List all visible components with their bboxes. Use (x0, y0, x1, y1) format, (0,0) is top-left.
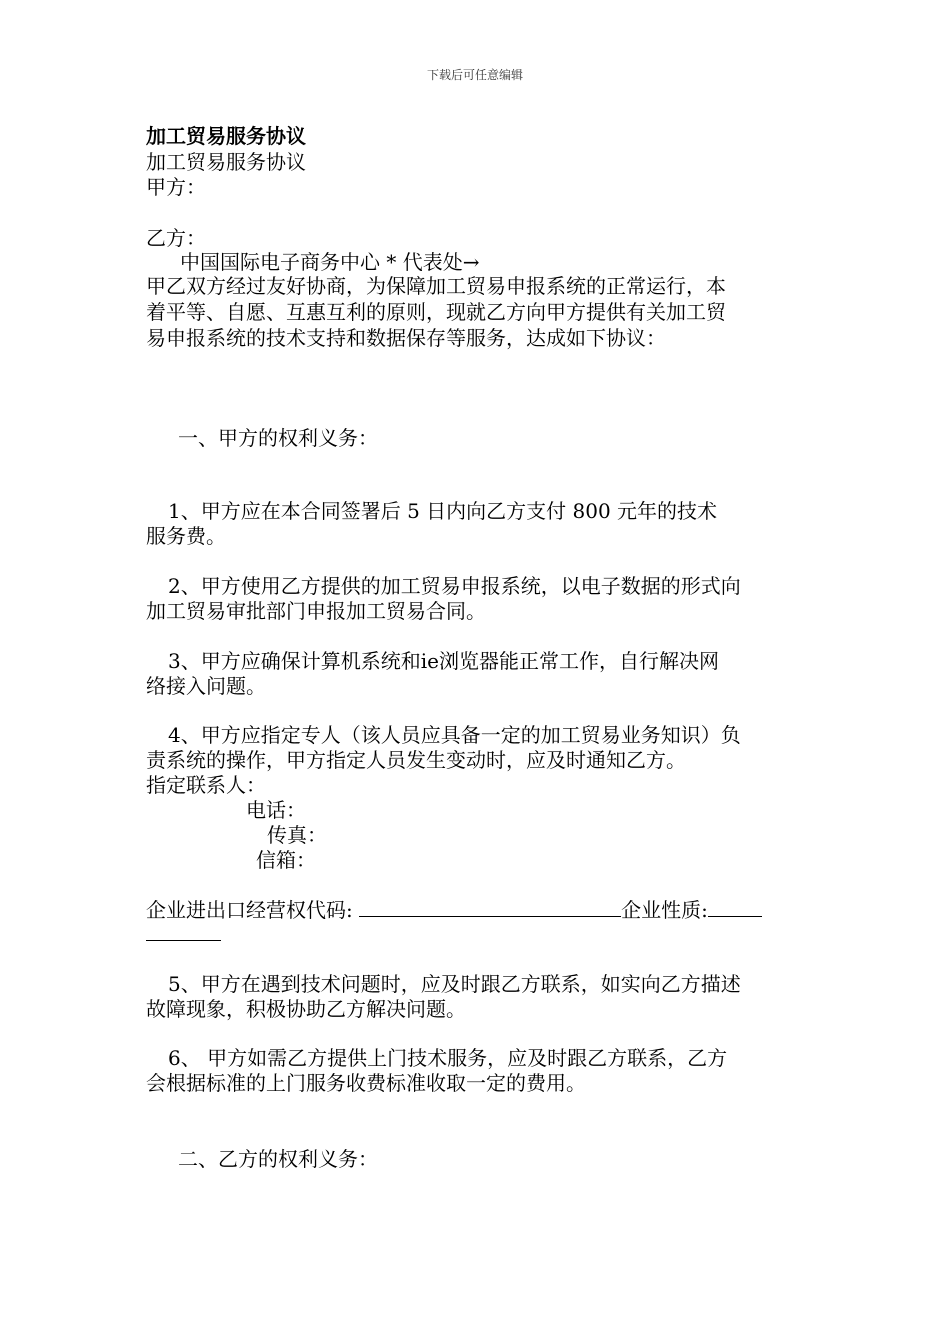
clause-2-line: 2、甲方使用乙方提供的加工贸易申报系统，以电子数据的形式向 (168, 574, 741, 598)
nature-blank-continuation (146, 940, 221, 941)
nature-label: 企业性质: (621, 898, 708, 922)
clause-3-line: 络接入问题。 (146, 674, 266, 698)
intro-line: 甲乙双方经过友好协商，为保障加工贸易申报系统的正常运行，本 (146, 274, 726, 298)
nature-blank-line (708, 898, 762, 917)
clause-6-line: 6、 甲方如需乙方提供上门技术服务，应及时跟乙方联系，乙方 (168, 1046, 728, 1070)
clause-2-line: 加工贸易审批部门申报加工贸易合同。 (146, 599, 486, 623)
code-label: 企业进出口经营权代码: (146, 898, 360, 922)
clause-3-line: 3、甲方应确保计算机系统和ie浏览器能正常工作，自行解决网 (168, 649, 719, 673)
clause-5-line: 5、甲方在遇到技术问题时，应及时跟乙方联系，如实向乙方描述 (168, 972, 741, 996)
section-heading-party-a: 一、甲方的权利义务： (178, 426, 378, 450)
intro-line: 易申报系统的技术支持和数据保存等服务，达成如下协议： (146, 326, 666, 350)
clause-1-line: 1、甲方应在本合同签署后 5 日内向乙方支付 800 元年的技术 (168, 499, 718, 523)
code-field-row (146, 898, 762, 922)
clause-6-line: 会根据标准的上门服务收费标准收取一定的费用。 (146, 1071, 586, 1095)
page-header-note: 下载后可任意编辑 (426, 68, 523, 82)
intro-line: 着平等、自愿、互惠互利的原则，现就乙方向甲方提供有关加工贸 (146, 300, 726, 324)
mail-label: 信箱： (256, 848, 316, 872)
code-blank-line (359, 898, 621, 917)
fax-label: 传真： (267, 823, 327, 847)
party-a-label: 甲方： (146, 175, 206, 199)
phone-label: 电话： (246, 798, 306, 822)
clause-5-line: 故障现象，积极协助乙方解决问题。 (146, 997, 466, 1021)
document-subtitle: 加工贸易服务协议 (146, 150, 306, 174)
clause-4-line: 4、甲方应指定专人（该人员应具备一定的加工贸易业务知识）负 (168, 723, 741, 747)
clause-1-line: 服务费。 (146, 524, 226, 548)
document-title: 加工贸易服务协议 (146, 124, 306, 148)
section-heading-party-b: 二、乙方的权利义务： (178, 1147, 378, 1171)
party-b-name: 中国国际电子商务中心 * 代表处→ (180, 250, 480, 274)
party-b-label: 乙方： (146, 226, 206, 250)
contact-label: 指定联系人： (146, 773, 266, 797)
clause-4-line: 责系统的操作，甲方指定人员发生变动时，应及时通知乙方。 (146, 748, 686, 772)
